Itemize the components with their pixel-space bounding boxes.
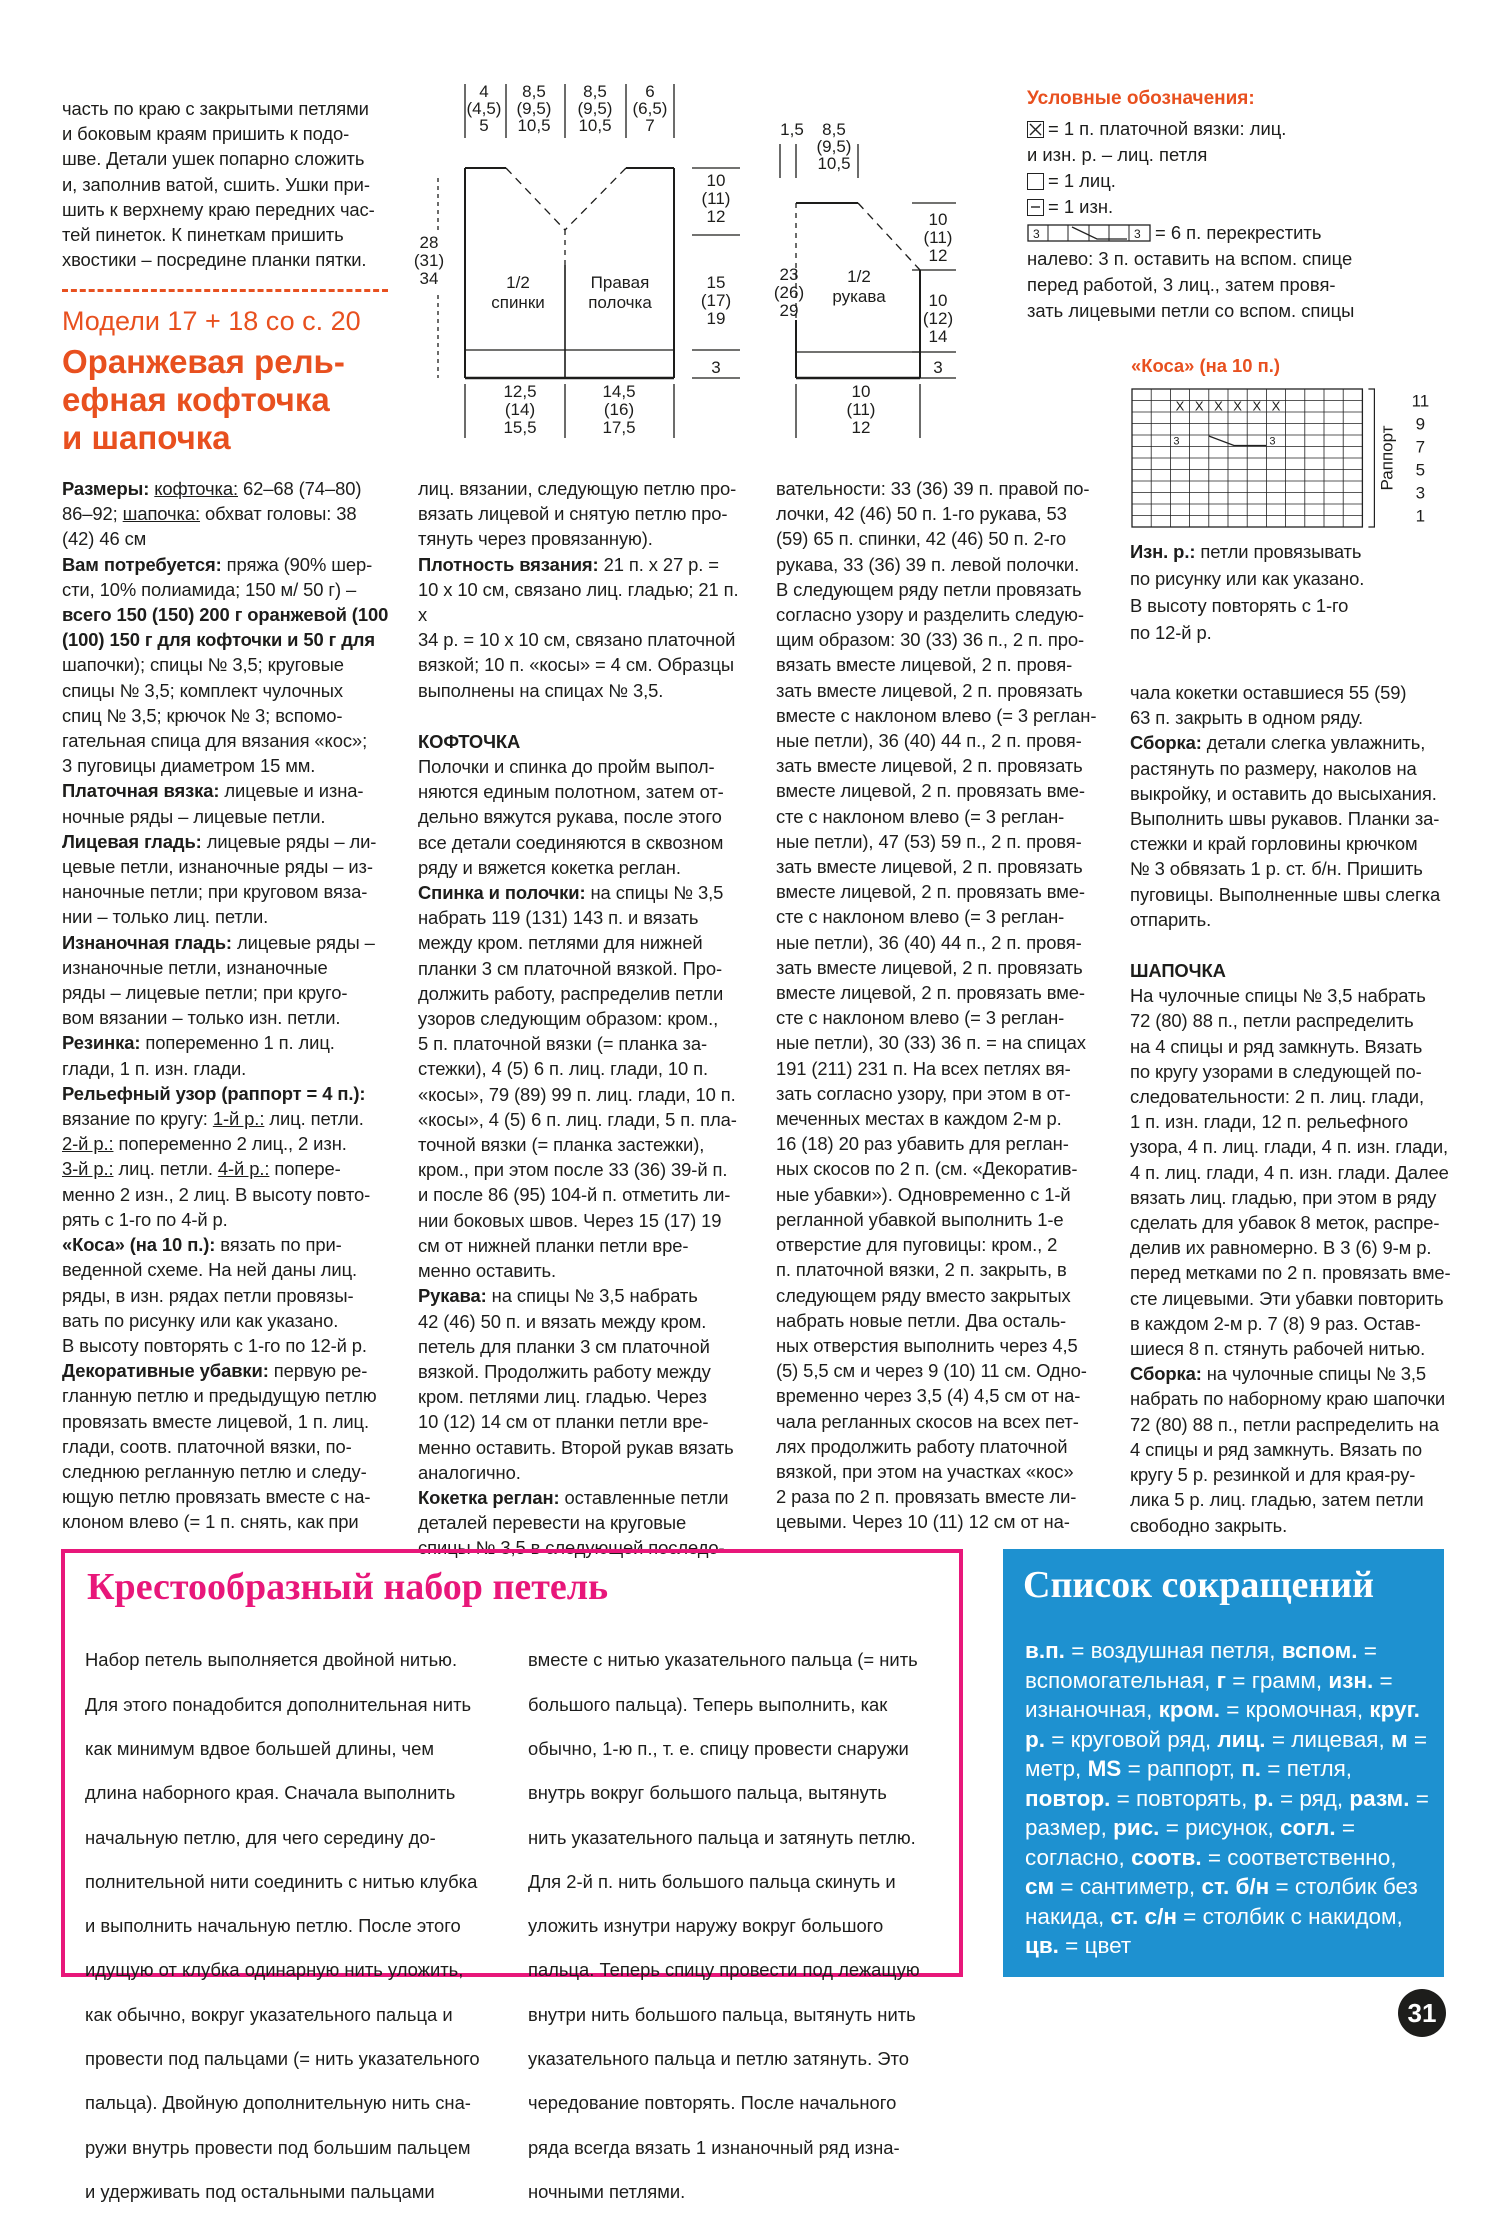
svg-text:8,5: 8,5 bbox=[522, 82, 546, 101]
dashed-divider bbox=[62, 289, 388, 292]
abbr-value: = согласно, bbox=[1025, 1815, 1355, 1870]
text-line: Для этого понадобится дополнительная нить bbox=[85, 1693, 472, 1715]
article-title: Оранжевая рель- ефная кофточка и шапочка bbox=[62, 343, 345, 456]
abbr-value: = раппорт, bbox=[1121, 1756, 1242, 1781]
abbr-value: = круговой ряд, bbox=[1045, 1726, 1218, 1752]
svg-text:17,5: 17,5 bbox=[602, 418, 636, 437]
svg-text:рукава: рукава bbox=[832, 287, 886, 306]
row-number: 9 bbox=[1415, 414, 1426, 434]
col1-text: Размеры: кофточка: 62–68 (74–80) 86–92; шапочка: обхват головы: 38 (42) 46 см Вам потребуется: пряжа (90% шер- сти, 10% полиамида; 150 м/ 50 г) – всего 150 (150) 200 г оранжевой (100 (100) 150 г для кофточки и 50 г для шапочки); спицы № 3,5; круговые спицы № 3,5; комплект чулочных спиц № 3,5; крючок № 3; вспомо- гательная спица для вязания «кос»; 3 пуговицы диаметром 15 мм. Платочная вязка: лицевые и изна- ночные ряды – лицевые петли. Лицевая гладь: лицевые ряды – ли- цевые петли, изнаночные ряды – из- наночные петли; при круговом вяза- нии – только лиц. петли. Изнаночная гладь: лицевые ряды – изнаночные петли, изнаночные ряды – лицевые петли; при круго- вом вязании – только изн. петли. Резинка: попеременно 1 п. лиц. глади, 1 п. изн. глади. Рельефный узор (раппорт = 4 п.): вязание по кругу: 1-й р.: лиц. петли. 2-й р.: попеременно 2 лиц., 2 изн. 3-й р.: лиц. петли. 4-й р.: попере- менно 2 изн., 2 лиц. В высоту повто- рять с 1-го по 4-й р. «Коса» (на 10 п.): вязать по при- веденной схеме. На ней даны лиц. ряды, в изн. рядах петли провязы- вать по рисунку или как указано. В высоту повторять с 1-го по 12-й р. Декоративные убавки: первую ре- гланную петлю и предыдущую петлю провязать вместе лицевой, 1 п. лиц. глади, соотв. платочной вязки, по- следнюю регланную петлю и следу- ющую петлю провязать вместе с на- клоном влево (= 1 п. снять, как при bbox=[62, 478, 389, 1533]
svg-text:(6,5): (6,5) bbox=[632, 99, 668, 118]
abbr-value: = лицевая, bbox=[1265, 1726, 1391, 1752]
text-line: длина наборного края. Сначала выполнить bbox=[85, 1782, 456, 1804]
abbr-key: разм. bbox=[1349, 1785, 1410, 1811]
row-number: 1 bbox=[1415, 506, 1426, 526]
text-line: п. платочной вязки, 2 п. закрыть, в bbox=[776, 1259, 1067, 1281]
svg-text:(11): (11) bbox=[701, 189, 731, 208]
abbr-value: = цвет bbox=[1058, 1933, 1132, 1958]
abbr-key: соотв. bbox=[1131, 1844, 1202, 1870]
abbr-value: = воздушная петля, bbox=[1064, 1638, 1282, 1663]
text-line: согласно узору и разделить следую- bbox=[776, 604, 1084, 626]
col4-text: чала кокетки оставшиеся 55 (59) 63 п. закрыть в одном ряду. Сборка: детали слегка увлажнить, растянуть по размеру, наколов на выкройку, и оставить до высыхания. Выполнить швы рукавов. Планки за- стежки и край горловины крючком № 3 обвязать 1 р. ст. б/н. Пришить пуговицы. Выполненные швы слегка отпарить. ШАПОЧКА На чулочные спицы № 3,5 набрать 72 (80) 88 п., петли распределить на 4 спицы и ряд замкнуть. Вязать по кругу узорами в следующей по- следовательности: 2 п. лиц. глади, 1 п. изн. глади, 12 п. рельефного узора, 4 п. лиц. глади, 4 п. изн. глади, 4 п. лиц. глади, 4 п. изн. глади. Далее вязать лиц. гладью, при этом в ряду сделать для убавок 8 меток, распре- делив их равномерно. В 3 (6) 9-м р. перед метками по 2 п. провязать вме- сте лицевыми. Эти убавки повторить в каждом 2-м р. 7 (8) 9 раз. Остав- шиеся 8 п. стянуть рабочей нитью. Сборка: на чулочные спицы № 3,5 набрать по наборному краю шапочки 72 (80) 88 п., петли распределить на 4 спицы и ряд замкнуть. Вязать по кругу 5 р. резинкой и для края-ру- лика 5 р. лиц. гладью, затем петли свободно закрыть. bbox=[1130, 680, 1460, 1538]
sleeve-schematic bbox=[772, 120, 972, 460]
abbr-value: = ряд, bbox=[1273, 1785, 1350, 1811]
legend-title: Условные обозначения: bbox=[1027, 88, 1255, 109]
text-line: 191 (211) 231 п. На всех петлях вя- bbox=[776, 1057, 1071, 1079]
kosa-chart-title: «Коса» (на 10 п.) bbox=[1131, 355, 1280, 376]
text-line: ных скосов по 2 п. (см. «Декоратив- bbox=[776, 1158, 1078, 1180]
svg-text:7: 7 bbox=[645, 116, 655, 135]
text-line: цевыми. Через 10 (11) 12 см от на- bbox=[776, 1511, 1070, 1533]
abbr-key: в.п. bbox=[1025, 1638, 1065, 1663]
svg-text:(31): (31) bbox=[413, 251, 445, 270]
abbreviations-title: Список сокращений bbox=[1023, 1564, 1375, 1606]
x-mark: X bbox=[1214, 398, 1223, 414]
text-line: зать вместе лицевой, 2 п. провязать bbox=[776, 856, 1083, 878]
svg-text:(11): (11) bbox=[923, 228, 953, 247]
cast-on-text-right bbox=[528, 1629, 948, 2223]
heading-kofta: КОФТОЧКА bbox=[418, 730, 521, 752]
text-line: уложить изнутри наружу вокруг большого bbox=[528, 1915, 884, 1937]
abbr-value: = кромочная, bbox=[1219, 1697, 1370, 1722]
svg-text:23: 23 bbox=[779, 265, 799, 284]
svg-text:(17): (17) bbox=[700, 291, 732, 310]
abbr-value: = рисунок, bbox=[1159, 1815, 1280, 1840]
x-mark: X bbox=[1175, 398, 1185, 414]
text-line: ные петли), 36 (40) 44 п., 2 п. провя- bbox=[776, 730, 1082, 752]
text-line: лочки, 42 (46) 50 п. 1-го рукава, 53 bbox=[776, 503, 1067, 525]
text-line: рукава, 33 (36) 39 п. левой полочки. bbox=[776, 553, 1080, 575]
abbr-value: = столбик с накидом, bbox=[1176, 1903, 1403, 1929]
text-line: В следующем ряду петли провязать bbox=[776, 578, 1082, 600]
svg-text:6: 6 bbox=[645, 82, 655, 101]
svg-text:8,5: 8,5 bbox=[822, 120, 846, 139]
text-line: ружи внутрь провести под большим пальцем bbox=[85, 2136, 471, 2158]
text-line: (5) 5,5 см и через 9 (10) 11 см. Одно- bbox=[776, 1360, 1087, 1382]
x-mark: X bbox=[1271, 398, 1281, 414]
svg-text:Правая: Правая bbox=[590, 273, 650, 292]
abbr-key: см bbox=[1025, 1874, 1055, 1899]
text-line: чала регланных скосов на всех пет- bbox=[776, 1410, 1079, 1432]
svg-text:полочка: полочка bbox=[588, 293, 652, 312]
text-line: и удерживать под остальными пальцами bbox=[85, 2180, 435, 2202]
svg-text:(12): (12) bbox=[922, 309, 954, 328]
text-line: начальную петлю, для чего середину до- bbox=[85, 1826, 436, 1848]
kosa-chart-grid bbox=[1130, 387, 1450, 535]
abbr-value: = изнаночная, bbox=[1025, 1667, 1393, 1722]
text-line: пальца). Двойную дополнительную нить сна- bbox=[85, 2092, 471, 2114]
cast-on-text-left bbox=[85, 1629, 517, 2223]
svg-text:34: 34 bbox=[419, 269, 439, 288]
text-line: и выполнить начальную петлю. После этого bbox=[85, 1915, 461, 1937]
cast-on-box bbox=[61, 1549, 963, 2202]
svg-text:15: 15 bbox=[706, 273, 726, 292]
rapport-label: Раппорт bbox=[1377, 425, 1397, 491]
svg-text:12: 12 bbox=[706, 207, 726, 226]
svg-text:19: 19 bbox=[706, 309, 726, 328]
purl-symbol-icon bbox=[1027, 199, 1044, 216]
text-line: временно через 3,5 (4) 4,5 см от на- bbox=[776, 1385, 1081, 1407]
col1-top-text: часть по краю с закрытыми петлями и боковым краям пришить к подо- шве. Детали ушек попарно сложить и, заполнив ватой, сшить. Ушки при- шить к верхнему краю передних час- тей пинеток. К пинеткам пришить хвостики – посредине планки пятки. bbox=[62, 98, 375, 271]
text-line: отверстие для пуговицы: кром., 2 bbox=[776, 1234, 1058, 1256]
text-line: провести под пальцами (= нить указательного bbox=[85, 2048, 480, 2070]
svg-text:(9,5): (9,5) bbox=[816, 137, 852, 156]
svg-text:28: 28 bbox=[419, 233, 439, 252]
text-line: как обычно, вокруг указательного пальца и bbox=[85, 2003, 453, 2025]
svg-text:1,5: 1,5 bbox=[780, 120, 804, 139]
text-line: ряда всегда вязать 1 изнаночный ряд изна- bbox=[528, 2136, 900, 2158]
text-line: зать вместе лицевой, 2 п. провязать bbox=[776, 755, 1083, 777]
svg-text:10: 10 bbox=[928, 291, 948, 310]
abbr-key: м bbox=[1390, 1726, 1408, 1752]
text-line: вместе лицевой, 2 п. провязать вме- bbox=[776, 780, 1085, 802]
text-line: щим образом: 30 (33) 36 п., 2 п. про- bbox=[776, 629, 1085, 651]
abbr-key: вспом. bbox=[1281, 1638, 1358, 1663]
col3-text bbox=[776, 476, 1106, 1535]
svg-text:3: 3 bbox=[933, 358, 943, 377]
abbr-key: цв. bbox=[1025, 1933, 1059, 1958]
text-line: (59) 65 п. спинки, 42 (46) 50 п. 2-го bbox=[776, 528, 1066, 550]
text-line: ные петли), 36 (40) 44 п., 2 п. провя- bbox=[776, 931, 1082, 953]
svg-text:(11): (11) bbox=[846, 400, 876, 419]
svg-text:10: 10 bbox=[928, 210, 948, 229]
svg-text:(16): (16) bbox=[603, 400, 635, 419]
text-line: сте с наклоном влево (= 3 реглан- bbox=[776, 805, 1065, 827]
heading-shapochka: ШАПОЧКА bbox=[1130, 960, 1226, 982]
text-line: вместе лицевой, 2 п. провязать вме- bbox=[776, 881, 1085, 903]
text-line: указательного пальца и петлю затянуть. Это bbox=[528, 2048, 909, 2070]
text-line: следующем ряду вместо закрытых bbox=[776, 1284, 1071, 1306]
svg-text:10,5: 10,5 bbox=[578, 116, 612, 135]
svg-text:10: 10 bbox=[851, 382, 871, 401]
text-line: вместе с наклоном влево (= 3 реглан- bbox=[776, 704, 1097, 726]
abbreviations-list bbox=[1025, 1636, 1430, 1961]
text-line: внутрь вокруг большого пальца, вытянуть bbox=[528, 1782, 887, 1804]
abbr-key: MS bbox=[1087, 1756, 1122, 1781]
row-number: 7 bbox=[1415, 437, 1426, 457]
svg-text:(4,5): (4,5) bbox=[466, 99, 502, 118]
abbr-value: = метр, bbox=[1025, 1726, 1428, 1781]
svg-text:14: 14 bbox=[928, 327, 948, 346]
text-line: зать согласно узору, при этом в от- bbox=[776, 1082, 1071, 1104]
svg-text:(14): (14) bbox=[504, 400, 536, 419]
knit-symbol-icon bbox=[1027, 173, 1044, 190]
svg-text:1/2: 1/2 bbox=[506, 273, 530, 292]
svg-text:10: 10 bbox=[706, 171, 726, 190]
text-line: чередование повторять. После начального bbox=[528, 2092, 897, 2114]
abbreviations-box bbox=[1003, 1549, 1444, 1977]
svg-text:10,5: 10,5 bbox=[817, 154, 851, 173]
text-line: как минимум вдвое большей длины, чем bbox=[85, 1737, 435, 1759]
row-number: 3 bbox=[1415, 483, 1426, 503]
text-line: нить указательного пальца и затянуть петлю. bbox=[528, 1826, 916, 1848]
text-line: ные петли), 47 (53) 59 п., 2 п. провя- bbox=[776, 830, 1082, 852]
svg-text:4: 4 bbox=[479, 82, 489, 101]
abbr-value: = грамм, bbox=[1226, 1667, 1329, 1693]
svg-text:15,5: 15,5 bbox=[503, 418, 537, 437]
abbr-value: = столбик без накида, bbox=[1025, 1874, 1418, 1929]
text-line: ночными петлями. bbox=[528, 2180, 686, 2202]
row-number: 11 bbox=[1411, 391, 1430, 411]
abbr-key: изн. bbox=[1328, 1667, 1374, 1693]
text-line: зать вместе лицевой, 2 п. провязать bbox=[776, 956, 1083, 978]
abbr-key: р. bbox=[1253, 1785, 1274, 1811]
text-line: обычно, 1-ю п., т. е. спицу провести снаружи bbox=[528, 1737, 909, 1759]
text-line: регланной убавкой выполнить 1-е bbox=[776, 1208, 1064, 1230]
svg-text:3: 3 bbox=[1134, 227, 1141, 241]
legend: Условные обозначения: = 1 п. платочной вязки: лиц. и изн. р. – лиц. петля = 1 лиц. = 1 изн. 3 3 = 6 п. перекрестить налево: 3 п. оставить на вспом. спице перед работой, 3 лиц., затем провя- зать лицевыми петли со вспом. спицы bbox=[1027, 86, 1447, 324]
cross-mark: 3 bbox=[1269, 435, 1276, 448]
text-line: сте с наклоном влево (= 3 реглан- bbox=[776, 1007, 1065, 1029]
text-line: лях продолжить работу платочной bbox=[776, 1435, 1068, 1457]
svg-text:14,5: 14,5 bbox=[602, 382, 636, 401]
text-line: ных отверстия выполнить через 4,5 bbox=[776, 1334, 1078, 1356]
abbr-key: г bbox=[1216, 1667, 1227, 1693]
svg-text:(9,5): (9,5) bbox=[516, 99, 552, 118]
x-mark: X bbox=[1252, 398, 1262, 414]
abbr-key: ст. б/н bbox=[1201, 1874, 1270, 1899]
cross-symbol-icon bbox=[1027, 121, 1044, 138]
text-line: сте с наклоном влево (= 3 реглан- bbox=[776, 906, 1065, 928]
abbr-key: лиц. bbox=[1217, 1726, 1266, 1752]
svg-text:12: 12 bbox=[851, 418, 871, 437]
x-mark: X bbox=[1194, 398, 1204, 414]
x-mark: X bbox=[1233, 398, 1242, 414]
svg-text:3: 3 bbox=[1033, 227, 1040, 241]
svg-text:8,5: 8,5 bbox=[583, 82, 607, 101]
text-line: Набор петель выполняется двойной нитью. bbox=[85, 1649, 458, 1671]
svg-text:1/2: 1/2 bbox=[847, 267, 871, 286]
page-number: 31 bbox=[1398, 1989, 1446, 2037]
text-line: вательности: 33 (36) 39 п. правой по- bbox=[776, 478, 1090, 499]
text-line: вместе лицевой, 2 п. провязать вме- bbox=[776, 982, 1085, 1004]
abbr-key: рис. bbox=[1113, 1815, 1160, 1840]
svg-text:12,5: 12,5 bbox=[503, 382, 537, 401]
kosa-note: Изн. р.: петли провязывать по рисунку или как указано. В высоту повторять с 1-го по 12-й р. bbox=[1130, 541, 1365, 643]
text-line: полнительной нити соединить с нитью клубка bbox=[85, 1870, 478, 1892]
abbr-value: = соответственно, bbox=[1201, 1844, 1397, 1870]
abbr-value: = петля, bbox=[1261, 1756, 1353, 1781]
body-schematic bbox=[400, 80, 760, 460]
abbr-value: = сантиметр, bbox=[1054, 1874, 1202, 1899]
svg-text:спинки: спинки bbox=[491, 293, 545, 312]
text-line: 2 раза по 2 п. провязать вместе ли- bbox=[776, 1486, 1077, 1508]
text-line: внутри нить большого пальца, вытянуть нить bbox=[528, 2003, 916, 2025]
svg-text:(9,5): (9,5) bbox=[577, 99, 613, 118]
text-line: вместе с нитью указательного пальца (= нить bbox=[528, 1649, 918, 1671]
abbr-value: = размер, bbox=[1025, 1785, 1429, 1840]
svg-text:12: 12 bbox=[928, 246, 948, 265]
text-line: ные петли), 30 (33) 36 п. = на спицах bbox=[776, 1032, 1086, 1054]
row-number: 5 bbox=[1415, 460, 1426, 480]
text-line: ные убавки»). Одновременно с 1-й bbox=[776, 1183, 1071, 1205]
svg-text:10,5: 10,5 bbox=[517, 116, 551, 135]
text-line: вязать вместе лицевой, 2 п. провя- bbox=[776, 654, 1073, 676]
abbr-value: = вспомогательная, bbox=[1025, 1638, 1377, 1693]
text-line: меченных местах в каждом 2-м р. bbox=[776, 1108, 1062, 1130]
svg-text:(26): (26) bbox=[773, 283, 805, 302]
svg-text:3: 3 bbox=[711, 358, 721, 377]
abbr-key: ст. с/н bbox=[1110, 1903, 1177, 1929]
text-line: набрать новые петли. Два осталь- bbox=[776, 1309, 1067, 1331]
text-line: идущую от клубка одинарную нить уложить, bbox=[85, 1959, 464, 1981]
text-line: зать вместе лицевой, 2 п. провязать bbox=[776, 679, 1083, 701]
text-line: Для 2-й п. нить большого пальца скинуть и bbox=[528, 1870, 896, 1892]
abbr-key: кром. bbox=[1158, 1697, 1220, 1722]
svg-text:29: 29 bbox=[779, 301, 799, 320]
text-line: 16 (18) 20 раз убавить для реглан- bbox=[776, 1133, 1069, 1155]
abbr-key: круг. р. bbox=[1025, 1697, 1420, 1752]
cable-cross-symbol-icon bbox=[1027, 224, 1151, 242]
abbr-key: согл. bbox=[1279, 1815, 1336, 1840]
text-line: пальца. Теперь спицу провести под лежащую bbox=[528, 1959, 920, 1981]
svg-text:5: 5 bbox=[479, 116, 489, 135]
text-line: большого пальца). Теперь выполнить, как bbox=[528, 1693, 888, 1715]
cast-on-title: Крестообразный набор петель bbox=[87, 1566, 609, 1608]
models-reference: Модели 17 + 18 со с. 20 bbox=[62, 306, 361, 336]
text-line: вязкой, при этом на участках «кос» bbox=[776, 1460, 1074, 1482]
abbr-key: повтор. bbox=[1025, 1785, 1111, 1811]
col2-text: лиц. вязании, следующую петлю про- вязать лицевой и снятую петлю про- тянуть через провязанную). Плотность вязания: 21 п. х 27 р. = 10 х 10 см, связано лиц. гладью; 21 п. х 34 р. = 10 х 10 см, связано платочной вязкой; 10 п. «косы» = 4 см. Образцы выполнены на спицах № 3,5. КОФТОЧКА Полочки и спинка до пройм выпол- няются единым полотном, затем от- дельно вяжутся рукава, после этого все детали соединяются в сквозном ряду и вяжется кокетка реглан. Спинка и полочки: на спицы № 3,5 набрать 119 (131) 143 п. и вязать между кром. петлями для нижней планки 3 см платочной вязкой. Про- должить работу, распределив петли узоров следующим образом: кром., 5 п. платочной вязки (= планка за- стежки), 4 (5) 6 п. лиц. глади, 10 п. «косы», 79 (89) 99 п. лиц. глади, 10 п. «косы», 4 (5) 6 п. лиц. глади, 5 п. пла- точной вязки (= планка застежки), кром., при этом после 33 (36) 39-й п. и после 86 (95) 104-й п. отметить ли- нии боковых швов. Через 15 (17) 19 см от нижней планки петли вре- менно оставить. Рукава: на спицы № 3,5 набрать 42 (46) 50 п. и вязать между кром. петель для планки 3 см платочной вязкой. Продолжить работу между кром. петлями лиц. гладью. Через 10 (12) 14 см от планки петли вре- менно оставить. Второй рукав вязать аналогично. Кокетка реглан: оставленные петли деталей перевести на круговые спицы № 3,5 в следующей последо- bbox=[418, 476, 748, 1561]
abbr-value: = повторять, bbox=[1110, 1785, 1254, 1811]
abbr-key: п. bbox=[1241, 1756, 1262, 1781]
cross-mark: 3 bbox=[1173, 435, 1180, 448]
